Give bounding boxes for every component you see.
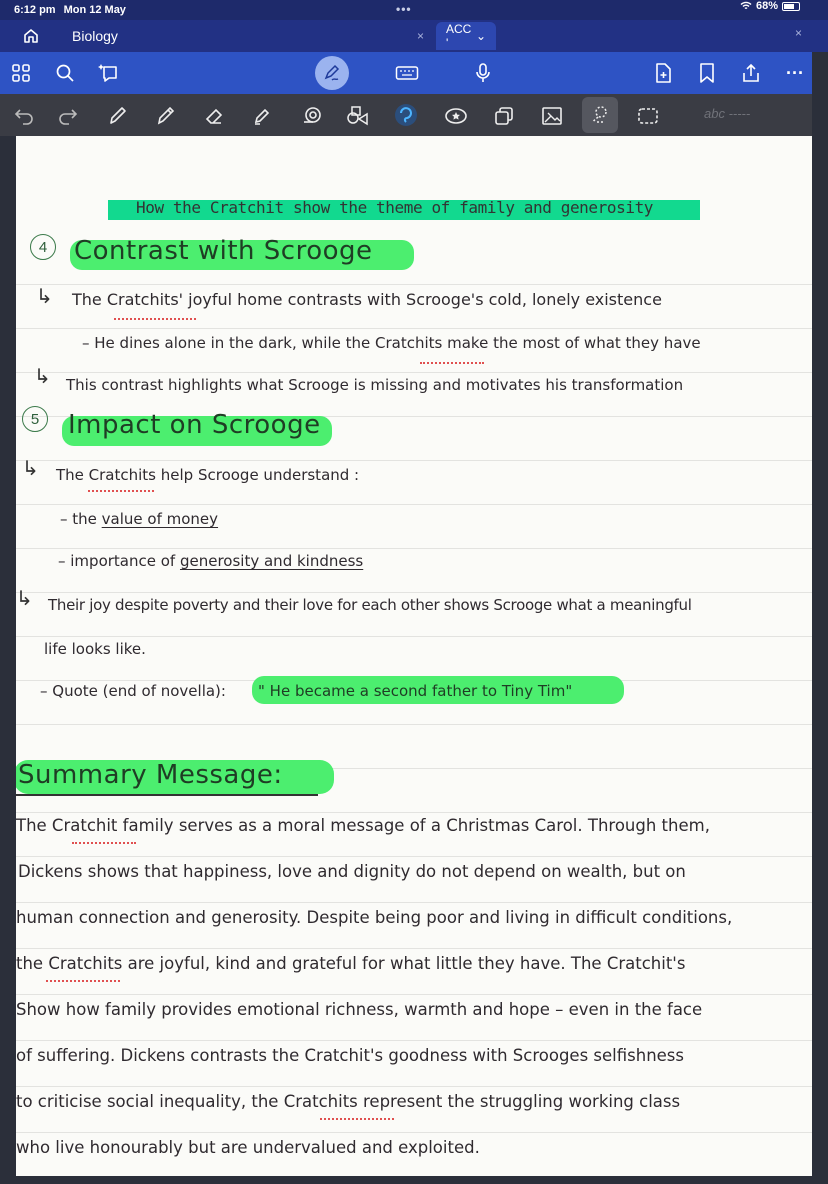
share-button[interactable] — [738, 60, 764, 86]
chevron-down-icon[interactable]: ⌄ — [475, 29, 486, 43]
pen-mode-button[interactable] — [315, 56, 349, 90]
home-button[interactable] — [0, 20, 62, 52]
search-button[interactable] — [52, 60, 78, 86]
status-date: Mon 12 May — [63, 4, 126, 16]
section-5-line-3 — [58, 552, 363, 570]
status-bar — [0, 0, 828, 20]
ruled-line — [16, 504, 812, 505]
status-time: 6:12 pm — [14, 4, 56, 16]
section-5-line-1: The Cratchits help Scrooge understand : — [56, 466, 360, 484]
highlighter-tool[interactable] — [248, 102, 276, 130]
pen-tool[interactable] — [104, 102, 132, 130]
ruled-line — [16, 856, 812, 857]
section-4-line-2: – He dines alone in the dark, while the Cratchits make the most of what they have — [82, 334, 701, 352]
summary-line-6: of suffering. Dickens contrasts the Cratchit's goodness with Scrooges selfishness — [16, 1046, 684, 1065]
summary-underline — [16, 794, 318, 796]
arrow-icon: ↳ — [34, 366, 51, 388]
tab-biology-label: Biology — [72, 28, 118, 44]
summary-heading: Summary Message: — [18, 760, 283, 790]
redo-button[interactable] — [54, 102, 82, 130]
underlined-phrase: generosity and kindness — [179, 552, 364, 570]
sticker-icon — [444, 106, 468, 126]
multitasking-dots-icon[interactable]: ••• — [396, 2, 412, 16]
screenshot-icon — [637, 106, 659, 126]
summary-line-8: who live honourably but are undervalued and exploited. — [16, 1138, 480, 1157]
eraser-tool[interactable] — [200, 102, 228, 130]
tab-biology[interactable] — [62, 22, 434, 50]
search-icon — [55, 63, 75, 83]
battery-percent: 68% — [755, 0, 778, 12]
shapes-tool[interactable] — [344, 102, 372, 130]
ruled-line — [16, 460, 812, 461]
close-tab-acc-icon[interactable]: × — [794, 26, 802, 40]
more-button[interactable] — [782, 60, 808, 86]
add-page-icon — [653, 62, 673, 84]
pencil-tool[interactable] — [152, 102, 180, 130]
redo-icon — [57, 107, 79, 125]
ruled-line — [16, 548, 812, 549]
ruled-line — [16, 1040, 812, 1041]
sticker-tool[interactable] — [442, 102, 470, 130]
tab-acc[interactable] — [436, 22, 496, 50]
ruled-line — [16, 1132, 812, 1133]
ruled-line — [16, 592, 812, 593]
spellcheck-mark — [114, 318, 196, 320]
keyboard-icon — [395, 64, 419, 82]
section-5-line-2 — [60, 510, 218, 528]
image-tool[interactable] — [538, 102, 566, 130]
section-number-4: 4 — [30, 234, 56, 260]
ruled-line — [16, 902, 812, 903]
lasso-select-icon — [589, 104, 611, 126]
lasso-icon — [394, 103, 418, 129]
spellcheck-mark — [420, 362, 484, 364]
bullet-prefix: – the — [60, 510, 97, 528]
tape-tool[interactable] — [298, 102, 326, 130]
ruled-line — [16, 328, 812, 329]
battery-icon — [782, 2, 800, 11]
summary-line-1: The Cratchit family serves as a moral message of a Christmas Carol. Through them, — [16, 816, 710, 835]
screenshot-tool[interactable] — [634, 102, 662, 130]
highlighter-icon — [251, 105, 273, 127]
tab-bar — [0, 20, 828, 52]
section-5-line-5: life looks like. — [44, 640, 146, 658]
more-icon: ··· — [786, 62, 804, 83]
section-4-line-3: This contrast highlights what Scrooge is missing and motivates his transformation — [66, 376, 684, 394]
section-5-quote: " He became a second father to Tiny Tim" — [258, 682, 573, 700]
pen-mode-icon — [322, 63, 342, 83]
summary-line-3: human connection and generosity. Despite being poor and living in difficult conditions, — [16, 908, 733, 927]
spellcheck-mark — [46, 980, 120, 982]
summary-line-4: the Cratchits are joyful, kind and grateful for what little they have. The Cratchit's — [16, 954, 686, 973]
text-tool-hint[interactable]: abc ----- — [704, 106, 751, 121]
note-title: How the Cratchit show the theme of family and generosity — [136, 198, 654, 217]
close-tab-biology-icon[interactable]: × — [416, 29, 424, 43]
spellcheck-mark — [72, 842, 136, 844]
section-5-line-4: Their joy despite poverty and their love for each other shows Scrooge what a meaningful — [48, 596, 692, 614]
lasso-select-tool[interactable] — [582, 97, 618, 133]
ruled-line — [16, 1086, 812, 1087]
wifi-icon — [740, 1, 752, 11]
add-page-button[interactable] — [650, 60, 676, 86]
spellcheck-mark — [88, 490, 154, 492]
tab-acc-label: ACC ' — [446, 22, 472, 50]
section-4-heading: Contrast with Scrooge — [74, 236, 373, 266]
keyboard-button[interactable] — [394, 60, 420, 86]
pencil-icon — [155, 105, 177, 127]
summary-line-2: Dickens shows that happiness, love and dignity do not depend on wealth, but on — [18, 862, 686, 881]
lasso-tool[interactable] — [392, 102, 420, 130]
section-number-5: 5 — [22, 406, 48, 432]
pen-icon — [107, 105, 129, 127]
undo-icon — [13, 107, 35, 125]
ruled-line — [16, 372, 812, 373]
section-4-line-1: The Cratchits' joyful home contrasts with Scrooge's cold, lonely existence — [72, 290, 662, 309]
microphone-button[interactable] — [470, 60, 496, 86]
ruled-line — [16, 948, 812, 949]
main-toolbar — [0, 52, 812, 94]
copy-tool[interactable] — [490, 102, 518, 130]
ruled-line — [16, 636, 812, 637]
image-icon — [541, 105, 563, 127]
eraser-icon — [203, 105, 225, 127]
bullet-prefix: – importance of — [58, 552, 176, 570]
summary-line-7: to criticise social inequality, the Cratchits represent the struggling working class — [16, 1092, 681, 1111]
note-page[interactable] — [16, 136, 812, 1176]
share-icon — [740, 62, 762, 84]
spellcheck-mark — [320, 1118, 394, 1120]
home-icon — [23, 28, 39, 44]
grid-icon — [11, 63, 31, 83]
ruled-line — [16, 284, 812, 285]
ruled-line — [16, 812, 812, 813]
arrow-icon: ↳ — [36, 286, 53, 308]
microphone-icon — [474, 62, 492, 84]
underlined-phrase: value of money — [101, 510, 219, 528]
copy-icon — [493, 105, 515, 127]
bookmark-icon — [698, 62, 716, 84]
grid-view-button[interactable] — [8, 60, 34, 86]
section-5-quote-label: – Quote (end of novella): — [40, 682, 226, 700]
arrow-icon: ↳ — [22, 458, 39, 480]
summary-line-5: Show how family provides emotional richness, warmth and hope – even in the face — [16, 1000, 703, 1019]
bookmark-button[interactable] — [694, 60, 720, 86]
arrow-icon: ↳ — [16, 588, 33, 610]
section-5-heading: Impact on Scrooge — [68, 410, 321, 440]
tape-icon — [301, 105, 323, 127]
shapes-icon — [346, 105, 370, 127]
ai-chat-button[interactable] — [96, 60, 122, 86]
ruled-line — [16, 994, 812, 995]
ai-chat-icon — [98, 62, 120, 84]
ruled-line — [16, 724, 812, 725]
undo-button[interactable] — [10, 102, 38, 130]
tool-strip — [0, 94, 812, 136]
